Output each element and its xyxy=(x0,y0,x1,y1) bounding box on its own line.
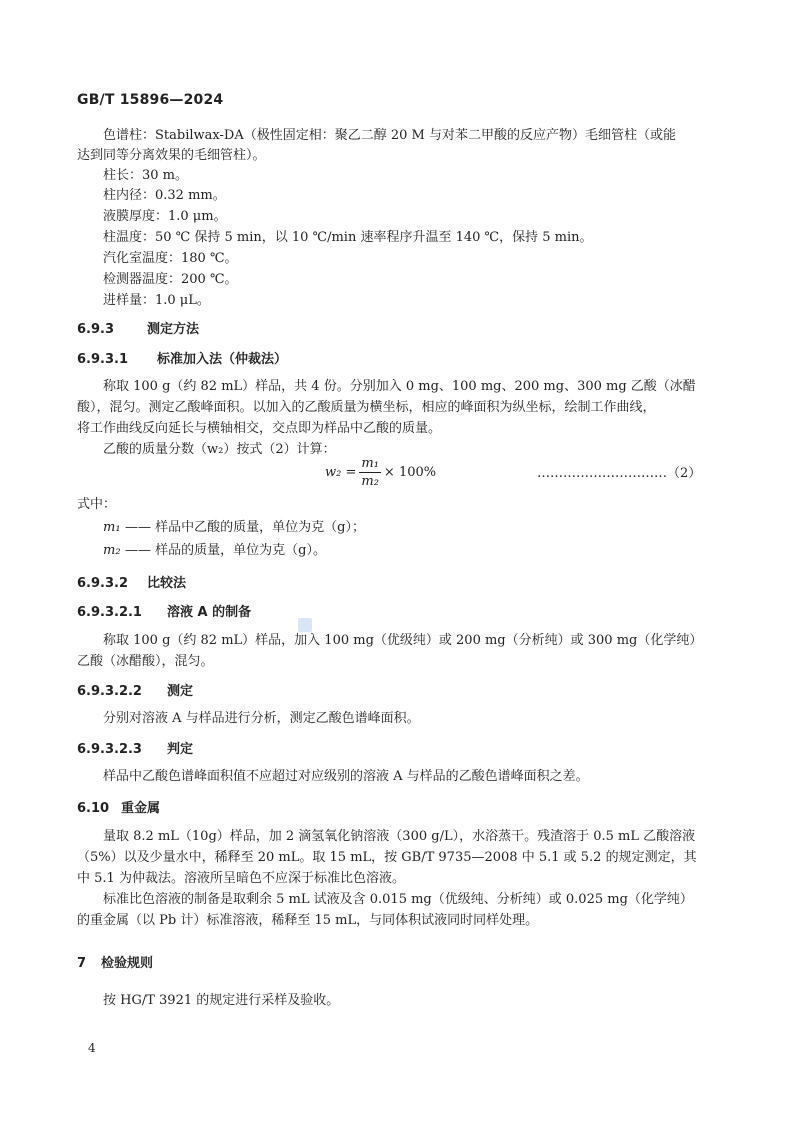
paragraph-line: 称取 100 g（约 82 mL）样品，加入 100 mg（优级纯）或 200 mg（分析纯）或 300 mg（化学纯） xyxy=(103,633,703,648)
symbol-m2: m₂ xyxy=(103,543,121,558)
column-line-2: 达到同等分离效果的毛细管柱）。 xyxy=(77,148,266,163)
section-title: 测定 xyxy=(167,684,194,699)
section-title: 测定方法 xyxy=(147,322,200,337)
column-length: 柱长：30 m。 xyxy=(103,168,189,183)
column-line-1: 色谱柱：Stabilwax-DA（极性固定相：聚乙二醇 20 M 与对苯二甲酸的反应产物）毛细管柱（或能 xyxy=(103,128,676,143)
paragraph-line: 酸），混匀。测定乙酸峰面积。以加入的乙酸质量为横坐标，相应的峰面积为纵坐标，绘制工作曲线， xyxy=(77,400,656,415)
detector-temperature: 检测器温度：200 ℃。 xyxy=(103,272,238,287)
section-6-10-heading xyxy=(77,797,160,816)
section-6-9-3-heading xyxy=(77,318,199,337)
paragraph-line: （5%）以及少量水中，稀释至 20 mL。取 15 mL，按 GB/T 9735—2008 中 5.1 或 5.2 的规定测定，其 xyxy=(77,850,697,865)
paragraph-line: 乙酸（冰醋酸），混匀。 xyxy=(77,654,214,669)
formula-2 xyxy=(325,456,436,489)
paragraph-line: 称取 100 g（约 82 mL）样品，共 4 份。分别加入 0 mg、100 mg、200 mg、300 mg 乙酸（冰醋 xyxy=(103,379,696,394)
section-title: 比较法 xyxy=(147,576,187,591)
section-number: 6.10 xyxy=(77,801,110,816)
section-number: 6.9.3.2.1 xyxy=(77,605,142,620)
symbol-m1-desc: —— 样品中乙酸的质量，单位为克（g）； xyxy=(125,520,365,535)
column-temperature: 柱温度：50 ℃ 保持 5 min，以 10 ℃/min 速率程序升温至 140 ℃，保持 5 min。 xyxy=(103,230,593,245)
section-6-9-3-2-1-heading xyxy=(77,601,251,620)
fraction-numerator: m₁ xyxy=(361,456,379,471)
standard-code: GB/T 15896—2024 xyxy=(77,92,224,108)
where-label: 式中： xyxy=(77,497,117,512)
section-title: 判定 xyxy=(167,742,194,757)
paragraph-line: 的重金属（以 Pb 计）标准溶液，稀释至 15 mL，与同体积试液同时同样处理。 xyxy=(77,913,539,928)
section-title: 标准加入法（仲裁法） xyxy=(157,352,288,367)
paragraph-line: 量取 8.2 mL（10g）样品，加 2 滴氢氧化钠溶液（300 g/L），水浴蒸干。残渣溶于 0.5 mL 乙酸溶液 xyxy=(103,829,696,844)
paragraph-line: 样品中乙酸色谱峰面积值不应超过对应级别的溶液 A 与样品的乙酸色谱峰面积之差。 xyxy=(103,769,589,784)
formula-rhs: × 100% xyxy=(383,465,437,480)
section-number: 6.9.3.2 xyxy=(77,576,128,591)
section-number: 6.9.3.1 xyxy=(77,352,128,367)
paragraph-line: 按 HG/T 3921 的规定进行采样及验收。 xyxy=(103,993,340,1008)
section-title: 溶液 A 的制备 xyxy=(167,605,252,620)
where-m2 xyxy=(103,541,326,561)
section-6-9-3-1-heading xyxy=(77,348,287,367)
page-number: 4 xyxy=(88,1041,96,1055)
section-number: 6.9.3 xyxy=(77,322,115,337)
paragraph-line: 乙酸的质量分数（w₂）按式（2）计算： xyxy=(103,442,336,457)
section-6-9-3-2-3-heading xyxy=(77,738,193,757)
injection-volume: 进样量：1.0 μL。 xyxy=(103,293,210,308)
equation-number: …………………………（2） xyxy=(537,466,702,481)
section-number: 6.9.3.2.2 xyxy=(77,684,142,699)
formula-lhs: w₂ = xyxy=(325,465,357,480)
section-title: 检验规则 xyxy=(101,956,154,971)
section-number: 6.9.3.2.3 xyxy=(77,742,142,757)
symbol-m1: m₁ xyxy=(103,520,121,535)
section-7-heading xyxy=(77,952,153,971)
column-diameter: 柱内径：0.32 mm。 xyxy=(103,188,226,203)
section-number: 7 xyxy=(77,956,87,971)
paragraph-line: 分别对溶液 A 与样品进行分析，测定乙酸色谱峰面积。 xyxy=(103,711,420,726)
paragraph-line: 中 5.1 为仲裁法。溶液所呈暗色不应深于标准比色溶液。 xyxy=(77,871,405,886)
where-m1 xyxy=(103,518,365,538)
watermark-icon xyxy=(298,618,312,632)
fraction-denominator: m₂ xyxy=(361,474,379,489)
section-title: 重金属 xyxy=(121,801,161,816)
symbol-m2-desc: —— 样品的质量，单位为克（g）。 xyxy=(125,543,326,558)
vaporizer-temperature: 汽化室温度：180 ℃。 xyxy=(103,251,238,266)
formula-fraction xyxy=(359,456,381,489)
paragraph-line: 标准比色溶液的制备是取剩余 5 mL 试液及含 0.015 mg（优级纯、分析纯）或 0.025 mg（化学纯） xyxy=(103,892,693,907)
section-6-9-3-2-2-heading xyxy=(77,680,193,699)
section-6-9-3-2-heading xyxy=(77,572,186,591)
paragraph-line: 将工作曲线反向延长与横轴相交，交点即为样品中乙酸的质量。 xyxy=(77,421,442,436)
film-thickness: 液膜厚度：1.0 μm。 xyxy=(103,209,227,224)
